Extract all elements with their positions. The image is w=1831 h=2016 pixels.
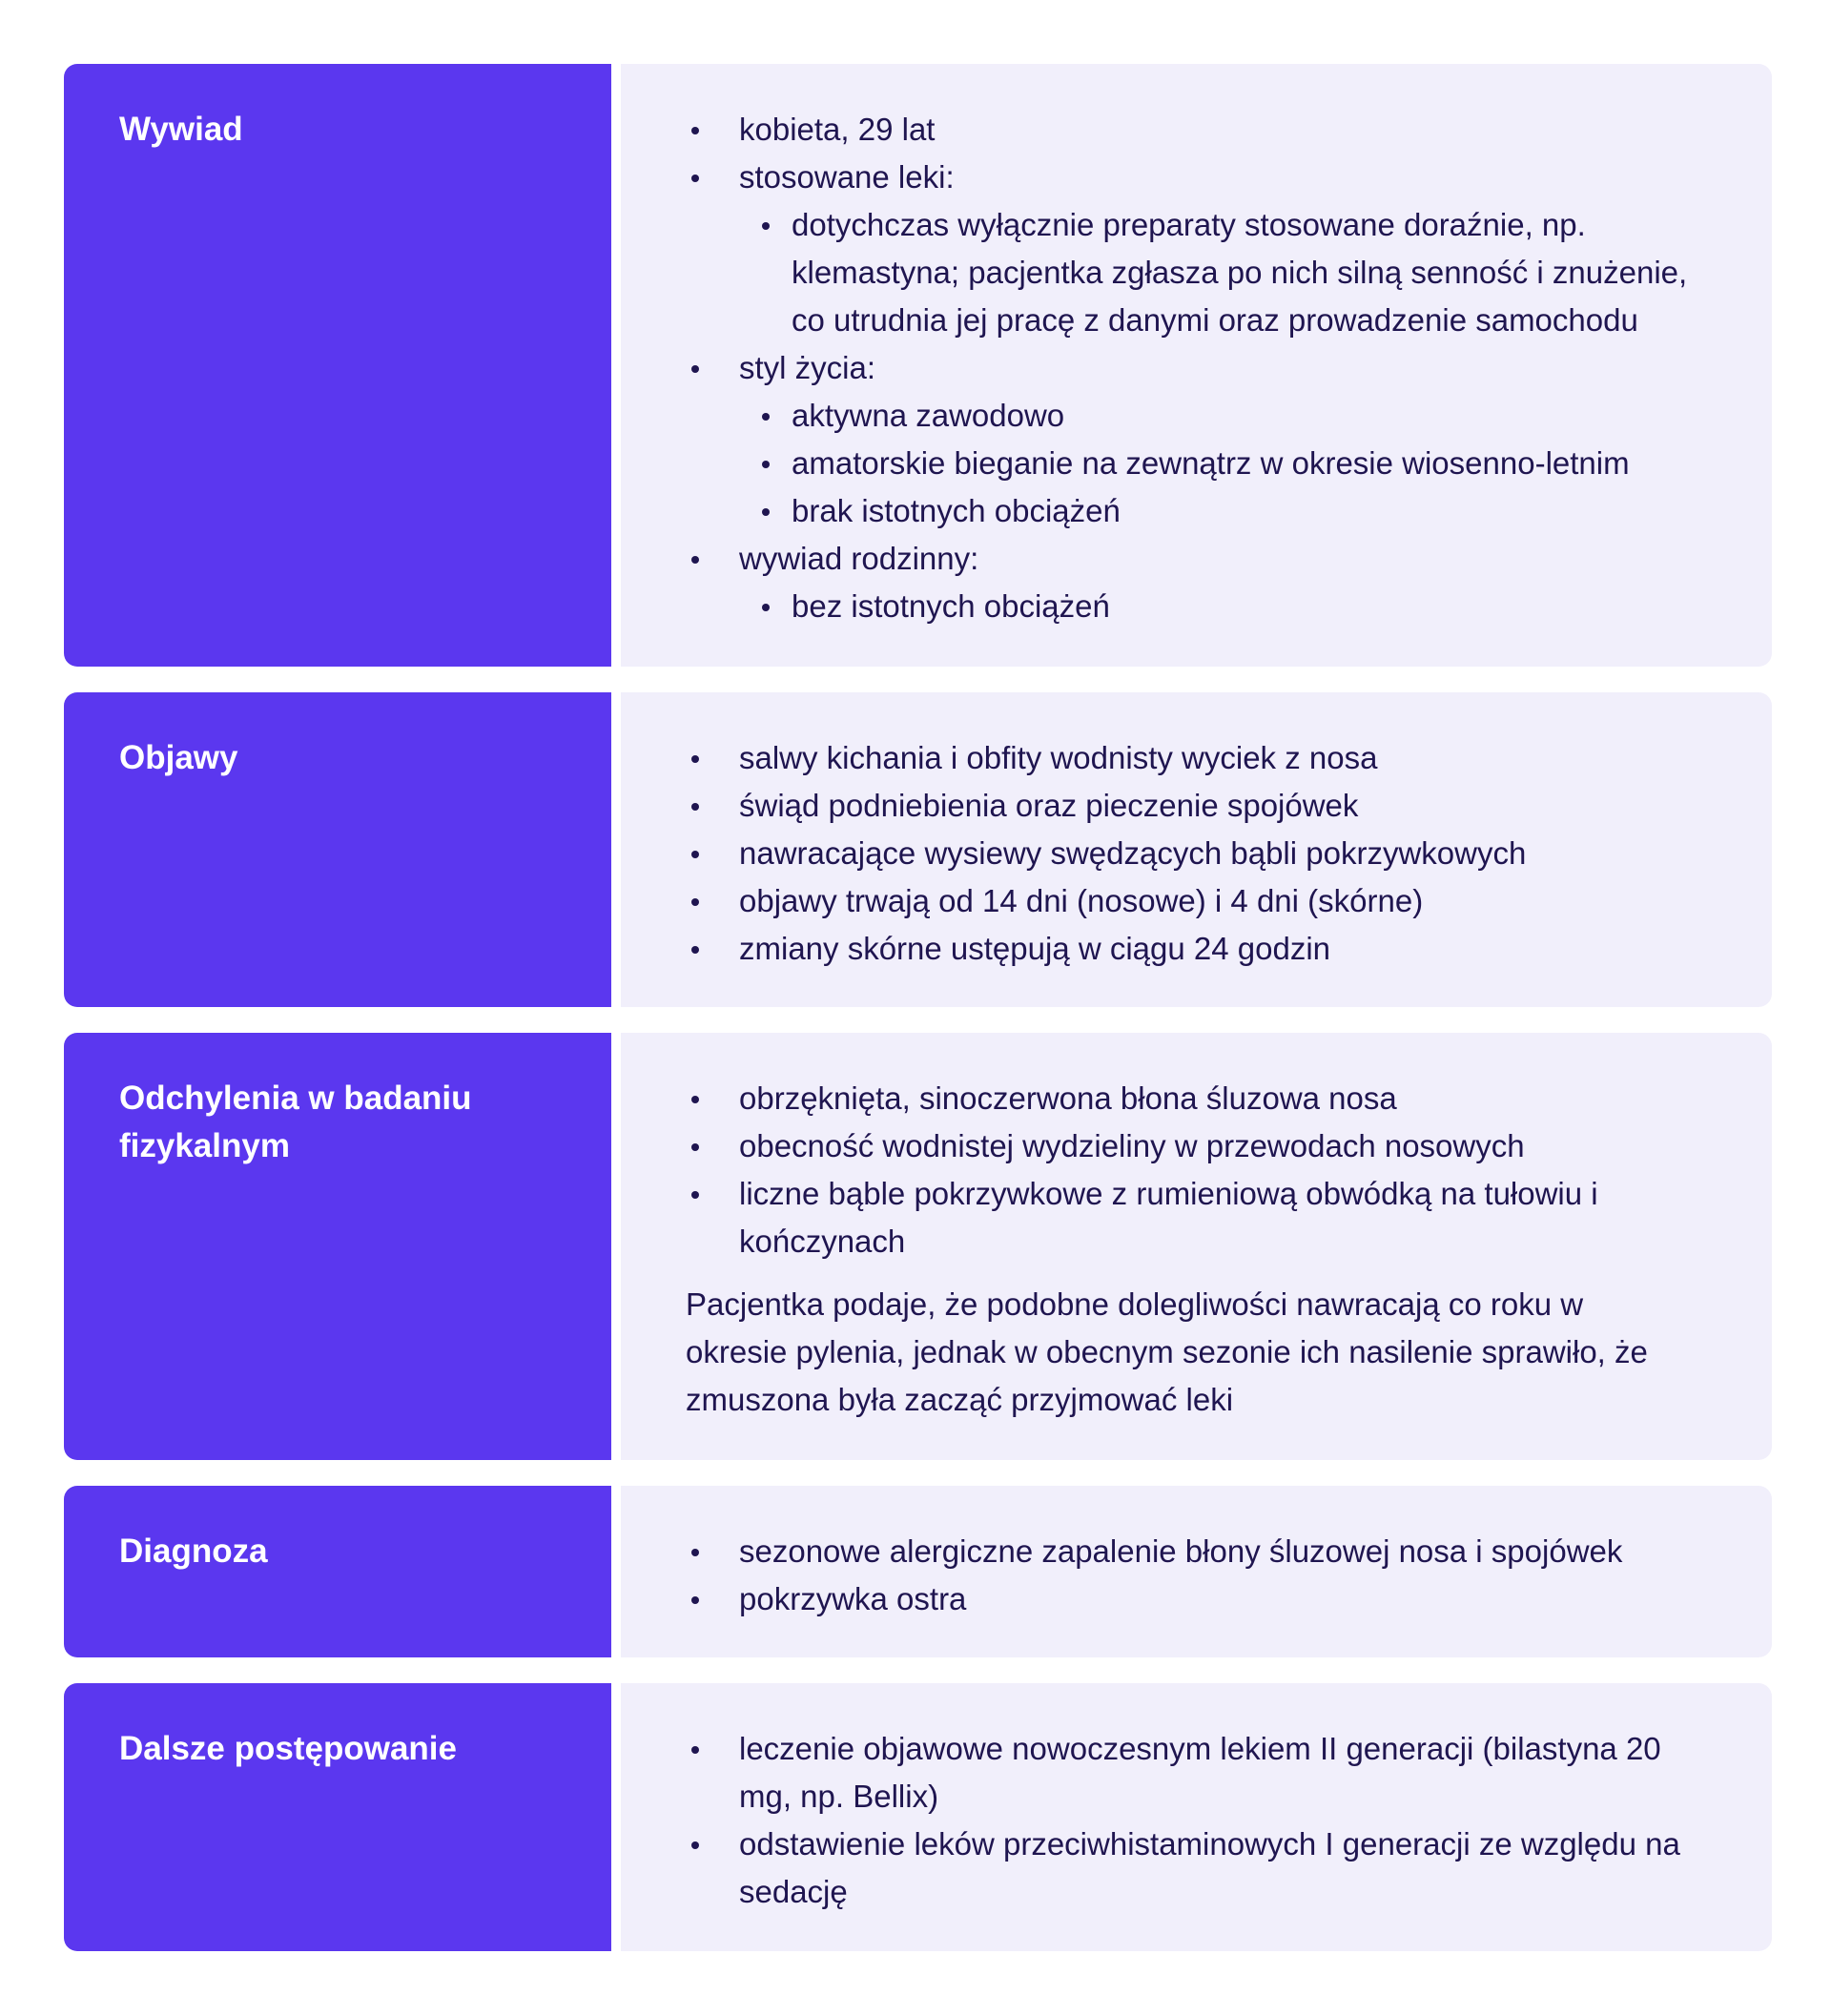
list-item: leczenie objawowe nowoczesnym lekiem II generacji (bilastyna 20 mg, np. Bellix) (621, 1725, 1686, 1821)
sub-list-item: brak istotnych obciążeń (739, 487, 1724, 535)
list-item-label: wywiad rodzinny: (739, 541, 979, 576)
row-label: Wywiad (64, 64, 611, 667)
row-content (621, 1486, 1772, 1657)
list-item-label: styl życia: (739, 350, 876, 385)
list-item-label: stosowane leki: (739, 159, 955, 195)
row-odchylenia (64, 1033, 1772, 1460)
sub-list-item: dotychczas wyłącznie preparaty stosowane doraźnie, np. klemastyna; pacjentka zgłasza po nich silną senność i znużenie, co utrudnia jej pracę z danymi oraz prowadzenie samochodu (739, 201, 1724, 344)
list-item: objawy trwają od 14 dni (nosowe) i 4 dni (skórne) (621, 877, 1724, 925)
row-wywiad (64, 64, 1772, 667)
list-item (621, 154, 1724, 344)
list-item (621, 344, 1724, 535)
sub-list-item: bez istotnych obciążeń (739, 583, 1724, 630)
list-item: pokrzywka ostra (621, 1575, 1724, 1623)
list-item: świąd podniebienia oraz pieczenie spojówek (621, 782, 1724, 830)
row-label: Diagnoza (64, 1486, 611, 1657)
list-item (621, 535, 1724, 630)
row-label: Objawy (64, 692, 611, 1007)
list-item: sezonowe alergiczne zapalenie błony śluzowej nosa i spojówek (621, 1528, 1724, 1575)
list-item: nawracające wysiewy swędzących bąbli pokrzywkowych (621, 830, 1724, 877)
list-item: salwy kichania i obfity wodnisty wyciek z nosa (621, 734, 1724, 782)
case-table (64, 64, 1772, 1951)
sub-list-item: aktywna zawodowo (739, 392, 1724, 440)
row-label: Odchylenia w badaniu fizykalnym (64, 1033, 611, 1460)
note-paragraph: Pacjentka podaje, że podobne dolegliwości nawracają co roku w okresie pylenia, jednak w obecnym sezonie ich nasilenie sprawiło, że zmuszona była zacząć przyjmować leki (686, 1286, 1648, 1417)
list-item: kobieta, 29 lat (621, 106, 1724, 154)
row-diagnoza (64, 1486, 1772, 1657)
list-item: zmiany skórne ustępują w ciągu 24 godzin (621, 925, 1724, 973)
row-content (621, 1033, 1772, 1460)
list-item: odstawienie leków przeciwhistaminowych I generacji ze względu na sedację (621, 1821, 1686, 1916)
row-objawy (64, 692, 1772, 1007)
list-item: obrzęknięta, sinoczerwona błona śluzowa nosa (621, 1075, 1667, 1122)
row-label: Dalsze postępowanie (64, 1683, 611, 1951)
row-content (621, 1683, 1772, 1951)
row-content (621, 64, 1772, 667)
row-content (621, 692, 1772, 1007)
sub-list-item: amatorskie bieganie na zewnątrz w okresie wiosenno-letnim (739, 440, 1724, 487)
row-dalsze-postepowanie (64, 1683, 1772, 1951)
list-item: liczne bąble pokrzywkowe z rumieniową obwódką na tułowiu i kończynach (621, 1170, 1667, 1265)
list-item: obecność wodnistej wydzieliny w przewodach nosowych (621, 1122, 1667, 1170)
